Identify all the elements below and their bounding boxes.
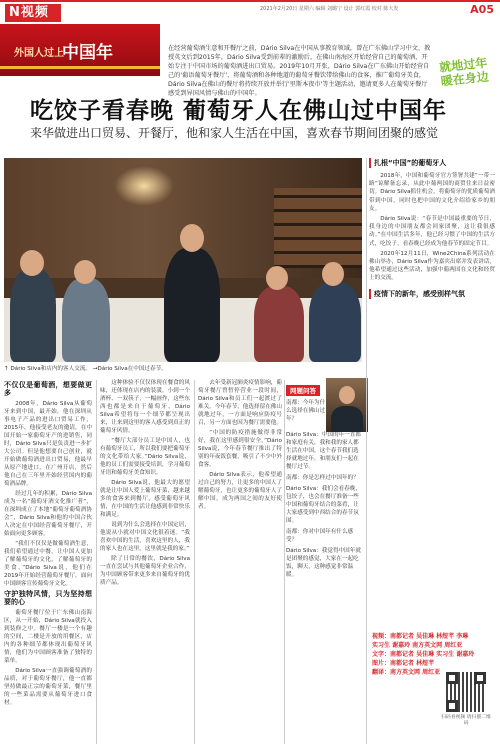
top-rule	[0, 0, 500, 2]
credit-line: 文字：南都记者 吴佳琳 实习生 谢嘉玲	[372, 651, 475, 658]
column-divider	[284, 380, 285, 744]
feature-banner	[0, 24, 160, 76]
paragraph: Dário Silva一直强调葡萄酒的品质，对于葡萄牙餐厅，他一直都坚持做最正宗的葡萄牙菜，餐厅里的一些菜品需要从葡萄牙进口食材。	[4, 668, 92, 706]
credit-line: 图片：南都记者 林煜芊	[372, 660, 435, 667]
banner-subtitle: 外国人过上	[14, 48, 64, 59]
section-heading-2: 守护独特风情，只为坚持想要的心	[4, 590, 92, 606]
interviewee-portrait	[326, 378, 368, 432]
credit-line: 视频：南都记者 吴佳琳 林煜芊 李琳	[372, 633, 469, 640]
paragraph: 这种体验不仅仅体现在餐食的风味，还体现在店内的装潢。小到一个酒杯、一双筷子，一幅画作，这些东西也都是来自于葡萄牙。Dário Silva希望将每一个细节都呈现出来，让来到这里的客人感受到真正的葡萄牙风情。	[100, 380, 190, 434]
calligraphy-slogan: 就地过年 暖在身边	[438, 55, 490, 89]
interview-qa	[286, 399, 326, 423]
interview-answer: Dário Silva：中国的年一直都和家庭有关，我和我的家人都生活在中国，这个春节我们选择就地过年，和朋友们一起在餐厅过节。	[286, 432, 361, 470]
interview-qa	[286, 431, 364, 579]
photo-caption: ↑ Dário Silva和店内的客人交流。 →Dário Silva在中国过春节。	[4, 366, 167, 372]
paragraph: “中国的防疫措施做得非常好，我在这里感到很安全。”Dário Silva说，今年春节餐厅推出了特别的年夜饭套餐，吸引了不少中外食客。	[198, 430, 282, 468]
interview-tag: 网题问答	[286, 385, 320, 396]
column-divider	[194, 380, 195, 744]
paragraph: 2008年，Dário Silva从葡萄牙来到中国，最开始，他在深圳从事电子产品的进出口贸易工作，2015年，他接受老友的邀请，在中国开始一家葡萄牙产的进销售，同时，Dário Silva只是负责进一步扩大公司。但是他想要自己创业，就开始做葡萄酒进出口贸易，他最早从原产地进口，在广州开店，然后他自己在三年里开始经营国内的葡萄酒品牌。	[4, 401, 92, 487]
column-divider	[96, 380, 97, 744]
credit-line: 实习生 谢嘉玲 南方英文网 周红亚	[372, 642, 463, 649]
headline: 吃饺子看春晚 葡萄牙人在佛山过中国年	[30, 98, 448, 124]
article-column-1	[4, 379, 92, 709]
column-divider	[366, 158, 367, 744]
paragraph: 2020年12月11日，Wine2China系列活动在佛山举办，Dário Silva作为嘉宾出席并发表讲话，他希望通过这些活动，加强中葡两国在文化和经贸上的交流。	[369, 250, 495, 282]
interview-answer: Dário Silva：我们会看春晚，包饺子，也会在餐厅准备一些中国和葡萄牙结合的菜肴，让大家感受到中西结合的春节氛围。	[286, 486, 361, 524]
paragraph: Dário Silva表示，他希望通过自己的努力，让更多的中国人了解葡萄牙，也让更多的葡萄牙人了解中国，成为两国之间的友好使者。	[198, 472, 282, 510]
banner-stripe	[0, 66, 160, 69]
section-heading-1: 不仅仅是葡萄酒，想要做更多	[4, 381, 92, 397]
article-column-2	[100, 379, 190, 589]
credit-line: 翻译：南方英文网 周红亚	[372, 669, 441, 676]
paragraph: 除了日常的餐饮，Dário Silva一直在尝试与其他葡萄牙企业合作，为中国顾客带来更多来自葡萄牙的优质产品。	[100, 556, 190, 586]
paragraph: 葡萄牙餐厅位于广东佛山南海区，从一开始，Dário Silva就投入到装修之中。餐厅一楼是一个有趣的空间，二楼是开放的用餐区，店内的各种细节都体现出葡萄牙风情，他们为中国顾客准备了独特的菜单。	[4, 610, 92, 664]
paragraph: 2018年，中国和葡萄牙官方签署共建“一带一路”谅解备忘录，从此中葡两国的商贸往来日益密切。Dário Silva抓住机会，将葡萄牙的优质葡萄酒带到中国，同时也把中国的文化介绍给家乡的朋友。	[369, 173, 495, 212]
paragraph: “我们不仅仅是做葡萄酒生意，我们希望通过中餐，让中国人更加了解葡萄牙的文化，了解葡萄牙的美食。”Dário Silva说，他们在2019年开始经营葡萄牙餐厅，面向中国顾客宣传葡萄牙文化。	[4, 541, 92, 587]
credits	[372, 632, 494, 677]
subheadline: 来华做进出口贸易、开餐厅，他和家人生活在中国，喜欢春节期间团聚的感觉	[30, 126, 439, 140]
side-heading-2: 疫情下的新年，感受别样气氛	[369, 289, 495, 299]
interview-question: 南都：今年为什么选择在佛山过年？	[286, 400, 326, 422]
banner-title: 中国年	[62, 43, 113, 63]
interview-question: 南都：你对中国年有什么感受？	[286, 529, 354, 543]
paragraph: 去年受新冠肺炎疫情影响，葡萄牙餐厅曾暂停营业一段时间，Dário Silva和员工们一起渡过了难关。今年春节，他选择留在佛山就地过年，一方面是响应防疫号召，另一方面也因为餐厅需要他。	[198, 380, 282, 426]
side-column	[369, 158, 495, 303]
section-masthead: N视频	[5, 4, 61, 22]
side-text-1	[369, 172, 495, 283]
qr-caption: 扫码看视频 请扫描二维码	[441, 715, 491, 726]
interview-question: 南都：你是怎样过中国年的？	[286, 475, 359, 481]
article-column-3	[198, 379, 282, 513]
qr-code[interactable]	[446, 672, 486, 712]
paragraph: Dário Silva说：“春节是中国最重要的节日，我身边的中国朋友都会回家团聚，这让我很感动。”在中国生活多年，他已经习惯了中国的生活方式，吃饺子、看春晚已经成为他春节的固定节目。	[369, 216, 495, 247]
dateline: 2021年2月20日 星期六 编辑 刘璐宁 设计 郭红霞 校对 陈大发	[260, 6, 399, 12]
page-number: A05	[470, 3, 494, 16]
interview-sidebar	[286, 378, 364, 744]
paragraph: “餐厅大部分员工是中国人，也有葡萄牙员工，所以我们要把葡萄牙的文化带给大家。”Dário Silva说，他的员工们需要接受培训，学习葡萄牙语和葡萄牙美食知识。	[100, 438, 190, 476]
paragraph: 经过几年的积累，Dário Silva成为一名“葡萄牙酒文化推广者”，在深圳成立了本地“葡萄牙葡萄酒协会”，Dário Silva和他的中国合伙人决定在中国经营葡萄牙餐厅，开始面向更多顾客。	[4, 491, 92, 537]
interview-answer: Dário Silva：我觉得中国年就是团聚的感觉，大家在一起吃饭，聊天，这种感觉非常温暖。	[286, 548, 361, 578]
main-photo	[4, 158, 362, 362]
side-heading-1: 扎根“中国”的葡萄牙人	[369, 158, 495, 168]
intro-paragraph: 在经营葡萄酒生意和开餐厅之前，Dário Silva在中国从事教育领域，曾在广东佛山学习中文、教授英文后到2015年，Dário Silva受到前辈的激励后，在佛山南海区开始经营自己的葡萄酒，开始专注于中国市场的葡萄酒进出口贸易。2019年10月开张，Dário Silva在广东佛山开始经营自己的'葡语葡萄牙餐厅'，将葡萄酒和各种地道的葡萄牙餐饮带给佛山的食客，推广葡萄牙美食，Dário Silva在佛山的餐厅将持续开放并举行'里斯本夜市'等主题活动，邀请更多人在葡萄牙餐厅感受到异国风情与佛山的中国年。	[168, 45, 431, 97]
paragraph: Dário Silva说，他最大的愿望就是让中国人爱上葡萄牙菜，越来越多的食客来到餐厅，感受葡萄牙风情，在中国的生活让他感到非常快乐和满足。	[100, 480, 190, 518]
paragraph: 说到为什么会选择在中国定居，他说从小就对中国文化很着迷。“我喜欢中国的生活，喜欢这里的人，我的家人也在这里，这里就是我的家。”	[100, 522, 190, 552]
